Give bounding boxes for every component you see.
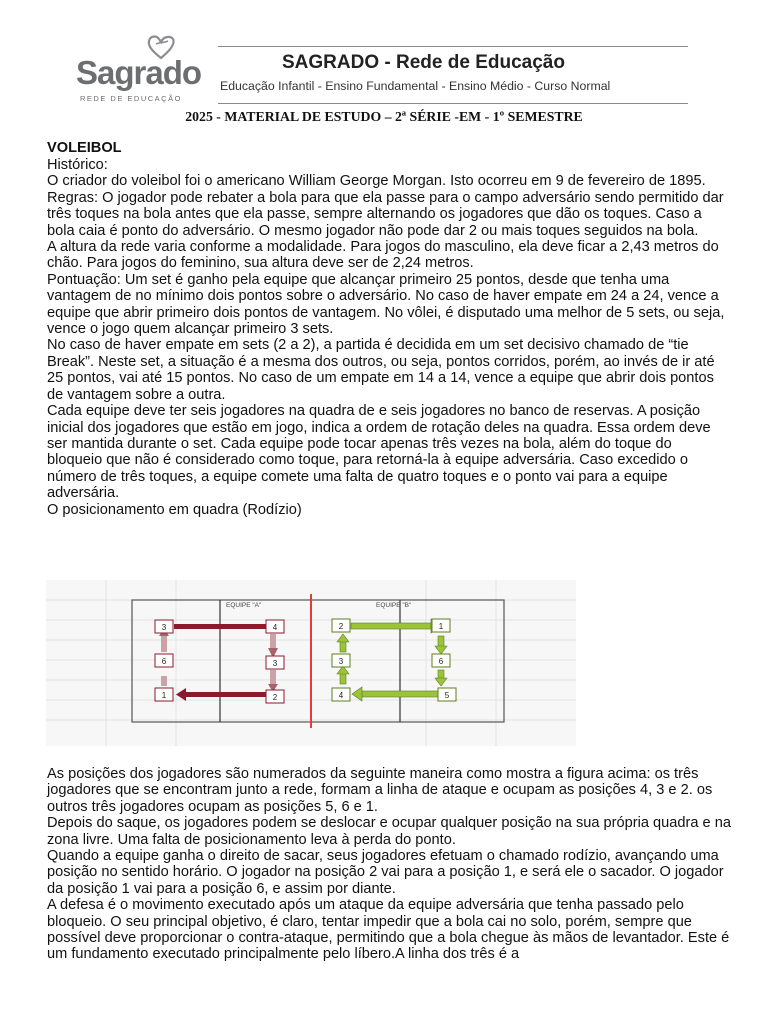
paragraph: Cada equipe deve ter seis jogadores na quadra de e seis jogadores no banco de reservas. A posição inicial dos jogadores que estão em jogo, indica a ordem de rotação deles na quadra. Essa ordem deve ser mantida durante o set. Cada equipe pode tocar apenas três vezes na bola, além do toque do bloqueio que não é considerado como toque, para retorná-la à equipe adversária. Caso excedido o número de três toques, a equipe comete uma falta de quatro toques e o ponto vai para a equipe adversária.	[47, 403, 711, 502]
team-b-player: 2	[338, 622, 344, 631]
team-b-player: 5	[444, 691, 450, 700]
paragraph: Quando a equipe ganha o direito de sacar, seus jogadores efetuam o chamado rodízio, avançando uma posição no sentido horário. O jogador na posição 2 vai para a posição 1, e será ele o sacador. O jogador da posição 1 vai para a posição 6, e assim por diante.	[47, 848, 724, 897]
rotation-court-figure	[46, 580, 576, 746]
paragraph: A altura da rede varia conforme a modalidade. Para jogos do masculino, ela deve ficar a 2,43 metros do chão. Para jogos do feminino, sua altura deve ser de 2,24 metros.	[47, 239, 719, 272]
team-a-player: 6	[161, 657, 167, 666]
team-a-player: 1	[161, 691, 167, 700]
court-diagram	[46, 580, 576, 746]
material-heading: 2025 - MATERIAL DE ESTUDO – 2ª SÉRIE -EM - 1º SEMESTRE	[185, 109, 583, 124]
sagrado-logo	[76, 34, 202, 108]
team-b-label: EQUIPE "B"	[376, 602, 412, 609]
paragraph: Depois do saque, os jogadores podem se deslocar e ocupar qualquer posição na sua própria quadra e na zona livre. Uma falta de posicionamento leva à perda do ponto.	[47, 815, 731, 848]
team-a-player: 3	[272, 659, 278, 668]
team-a-player: 3	[161, 623, 167, 632]
logo-wordmark: Sagrado	[76, 54, 202, 91]
team-b-player: 6	[438, 657, 444, 666]
header-subtitle: Educação Infantil - Ensino Fundamental - Ensino Médio - Curso Normal	[220, 79, 611, 93]
team-a-player: 2	[272, 693, 278, 702]
header-title: SAGRADO - Rede de Educação	[282, 52, 565, 73]
paragraph: O criador do voleibol foi o americano William George Morgan. Isto ocorreu em 9 de fevereiro de 1895. Regras: O jogador pode rebater a bola para que ela passe para o campo adversário sendo permitido dar três toques na bola antes que ela passe, sempre alternando os jogadores que dão os toques. Caso a bola caia é ponto do adversário. O mesmo jogador não pode dar 2 ou mais toques seguidos na bola.	[47, 173, 724, 239]
header-top-rule	[218, 46, 688, 47]
paragraph: O posicionamento em quadra (Rodízio)	[47, 501, 302, 518]
team-b-player: 3	[338, 657, 344, 666]
team-a-player: 4	[272, 623, 278, 632]
document-body-continued	[47, 766, 737, 963]
section-title: VOLEIBOL	[47, 140, 122, 156]
header-bottom-rule	[218, 103, 688, 104]
logo-subtext: REDE DE EDUCAÇÃO	[80, 94, 182, 103]
paragraph: Histórico:	[47, 157, 108, 173]
paragraph: Pontuação: Um set é ganho pela equipe que alcançar primeiro 25 pontos, desde que tenha uma vantagem de no mínimo dois pontos sobre o adversário. No caso de haver empate em 24 a 24, vence a equipe que abrir primeiro dois pontos de vantagem. No vôlei, é disputado uma melhor de 5 sets, ou seja, vence o jogo quem alcançar primeiro 3 sets.	[47, 271, 725, 338]
paragraph: No caso de haver empate em sets (2 a 2), a partida é decidida em um set decisivo chamado de “tie Break”. Neste set, a situação é a mesma dos outros, ou seja, pontos corridos, porém, ao invés de ir até 25 pontos, vai até 15 pontos. No caso de um empate em 14 a 14, vence a equipe que abrir dois pontos de vantagem sobre a outra.	[47, 337, 715, 403]
document-body	[47, 140, 727, 518]
team-b-player: 4	[338, 691, 344, 700]
paragraph: A defesa é o movimento executado após um ataque da equipe adversária que tenha passado pelo bloqueio. O seu principal objetivo, é claro, tentar impedir que a bola cai no solo, porém, sempre que possível deve proporcionar o contra-ataque, permitindo que a bola chegue às mãos de levantador. Este é um fundamento executado principalmente pelo líbero.A linha dos três é a	[47, 897, 730, 963]
team-b-player: 1	[438, 622, 444, 631]
team-a-label: EQUIPE "A"	[226, 602, 262, 609]
paragraph: As posições dos jogadores são numerados da seguinte maneira como mostra a figura acima: os três jogadores que se encontram junto a rede, formam a linha de ataque e ocupam as posições 4, 3 e 2. os outros três jogadores ocupam as posições 5, 6 e 1.	[47, 766, 713, 815]
